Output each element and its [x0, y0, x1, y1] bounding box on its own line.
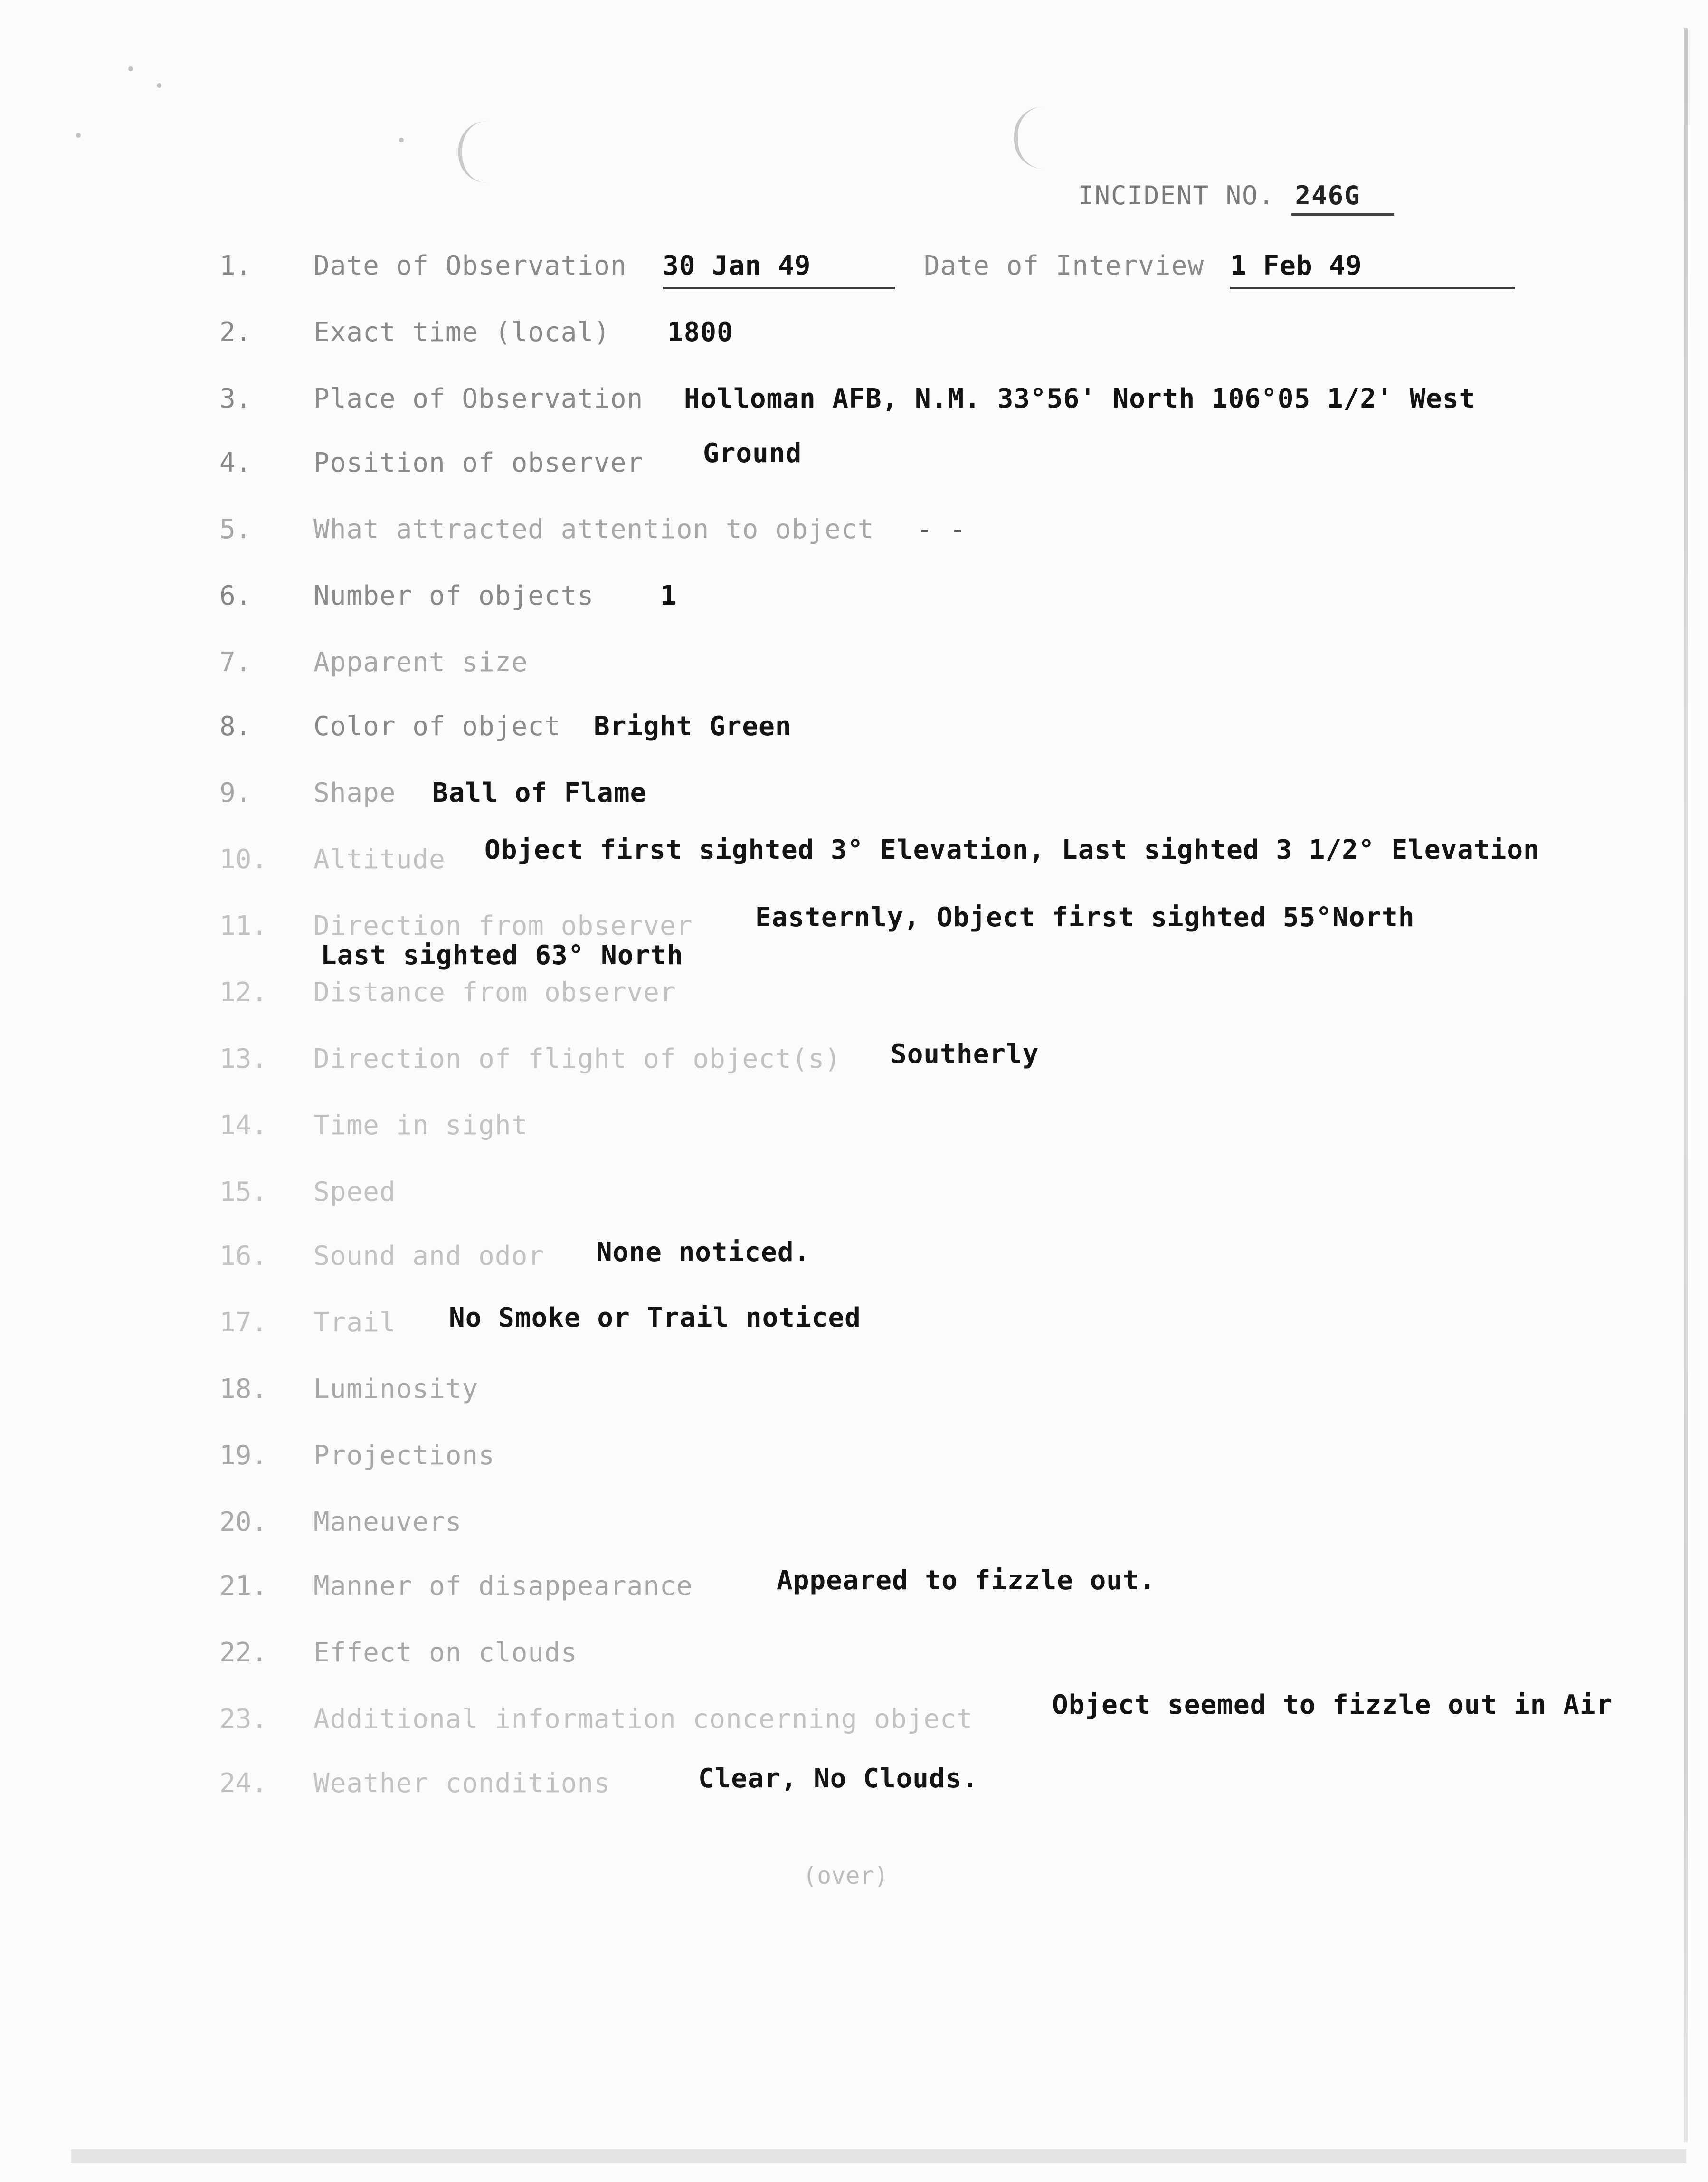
item-label: Additional information concerning object — [313, 1704, 973, 1735]
item-label: Weather conditions — [313, 1768, 610, 1799]
item-number: 11. — [219, 911, 268, 941]
scan-speck — [128, 66, 133, 71]
item-number: 2. — [219, 317, 252, 348]
item-label: Date of Observation — [313, 250, 627, 281]
item-label: Luminosity — [313, 1374, 479, 1404]
item-number: 15. — [219, 1176, 268, 1207]
item-label: Direction from observer — [313, 911, 693, 941]
item-number: 20. — [219, 1507, 268, 1537]
scan-speck — [399, 138, 404, 142]
item-number: 7. — [219, 647, 252, 678]
item-label: Speed — [313, 1176, 396, 1207]
item-number: 10. — [219, 844, 268, 875]
item-number: 1. — [219, 250, 252, 281]
incident-number: 246G — [1291, 180, 1394, 216]
item-value: Object first sighted 3° Elevation, Last sighted 3 1/2° Elevation — [484, 835, 1540, 865]
item-number: 19. — [219, 1440, 268, 1471]
item-value: 1800 — [667, 317, 733, 348]
item-label: Shape — [313, 778, 396, 808]
item-label: Number of objects — [313, 580, 594, 611]
punch-hole-mark — [458, 121, 495, 183]
item-value-continued: Last sighted 63° North — [321, 940, 683, 971]
item-value: Appeared to fizzle out. — [777, 1565, 1156, 1596]
item-label: Manner of disappearance — [313, 1571, 693, 1602]
item-number: 3. — [219, 383, 252, 414]
item-number: 14. — [219, 1110, 268, 1141]
item-value: Clear, No Clouds. — [698, 1763, 979, 1794]
item-number: 18. — [219, 1374, 268, 1404]
item-value: Object seemed to fizzle out in Air — [1052, 1689, 1613, 1720]
date-of-interview-value: 1 Feb 49 — [1230, 247, 1515, 289]
page-edge-shadow — [1684, 28, 1688, 2142]
item-label: What attracted attention to object — [313, 514, 874, 545]
scan-speck — [76, 133, 81, 138]
incident-number-field — [1078, 180, 1394, 216]
item-value: Southerly — [891, 1039, 1039, 1070]
item-value: Easternly, Object first sighted 55°North — [755, 902, 1415, 933]
punch-hole-mark — [1014, 107, 1051, 169]
item-value: Ground — [703, 438, 802, 469]
item-number: 6. — [219, 580, 252, 611]
item-number: 5. — [219, 514, 252, 545]
item-label: Trail — [313, 1307, 396, 1338]
item-label: Time in sight — [313, 1110, 528, 1141]
item-label: Altitude — [313, 844, 446, 875]
item-label: Apparent size — [313, 647, 528, 678]
item-number: 8. — [219, 711, 252, 742]
date-of-interview-label: Date of Interview — [924, 250, 1205, 281]
item-label: Projections — [313, 1440, 495, 1471]
item-value: Ball of Flame — [432, 778, 647, 808]
over-note: (over) — [803, 1862, 889, 1889]
item-number: 13. — [219, 1044, 268, 1074]
item-value: None noticed. — [596, 1237, 811, 1268]
page-bottom-shadow — [71, 2149, 1686, 2163]
item-number: 9. — [219, 778, 252, 808]
item-label: Exact time (local) — [313, 317, 610, 348]
item-number: 12. — [219, 977, 268, 1008]
item-value: Bright Green — [594, 711, 792, 742]
item-label: Color of object — [313, 711, 561, 742]
date-of-observation-value: 30 Jan 49 — [663, 247, 895, 289]
item-number: 24. — [219, 1768, 268, 1799]
item-value: No Smoke or Trail noticed — [449, 1302, 861, 1333]
scan-speck — [157, 83, 161, 88]
item-number: 17. — [219, 1307, 268, 1338]
item-label: Sound and odor — [313, 1241, 545, 1271]
item-number: 4. — [219, 447, 252, 478]
item-label: Position of observer — [313, 447, 644, 478]
item-value: Holloman AFB, N.M. 33°56' North 106°05 1/2' West — [684, 383, 1476, 414]
item-number: 21. — [219, 1571, 268, 1602]
item-label: Place of Observation — [313, 383, 644, 414]
item-number: 16. — [219, 1241, 268, 1271]
incident-label: INCIDENT NO. — [1078, 180, 1275, 210]
item-label: Direction of flight of object(s) — [313, 1044, 841, 1074]
item-label: Effect on clouds — [313, 1637, 578, 1668]
item-label: Distance from observer — [313, 977, 676, 1008]
item-value: - - — [917, 514, 967, 545]
item-value: 1 — [660, 580, 677, 611]
item-number: 23. — [219, 1704, 268, 1735]
item-label: Maneuvers — [313, 1507, 462, 1537]
item-number: 22. — [219, 1637, 268, 1668]
